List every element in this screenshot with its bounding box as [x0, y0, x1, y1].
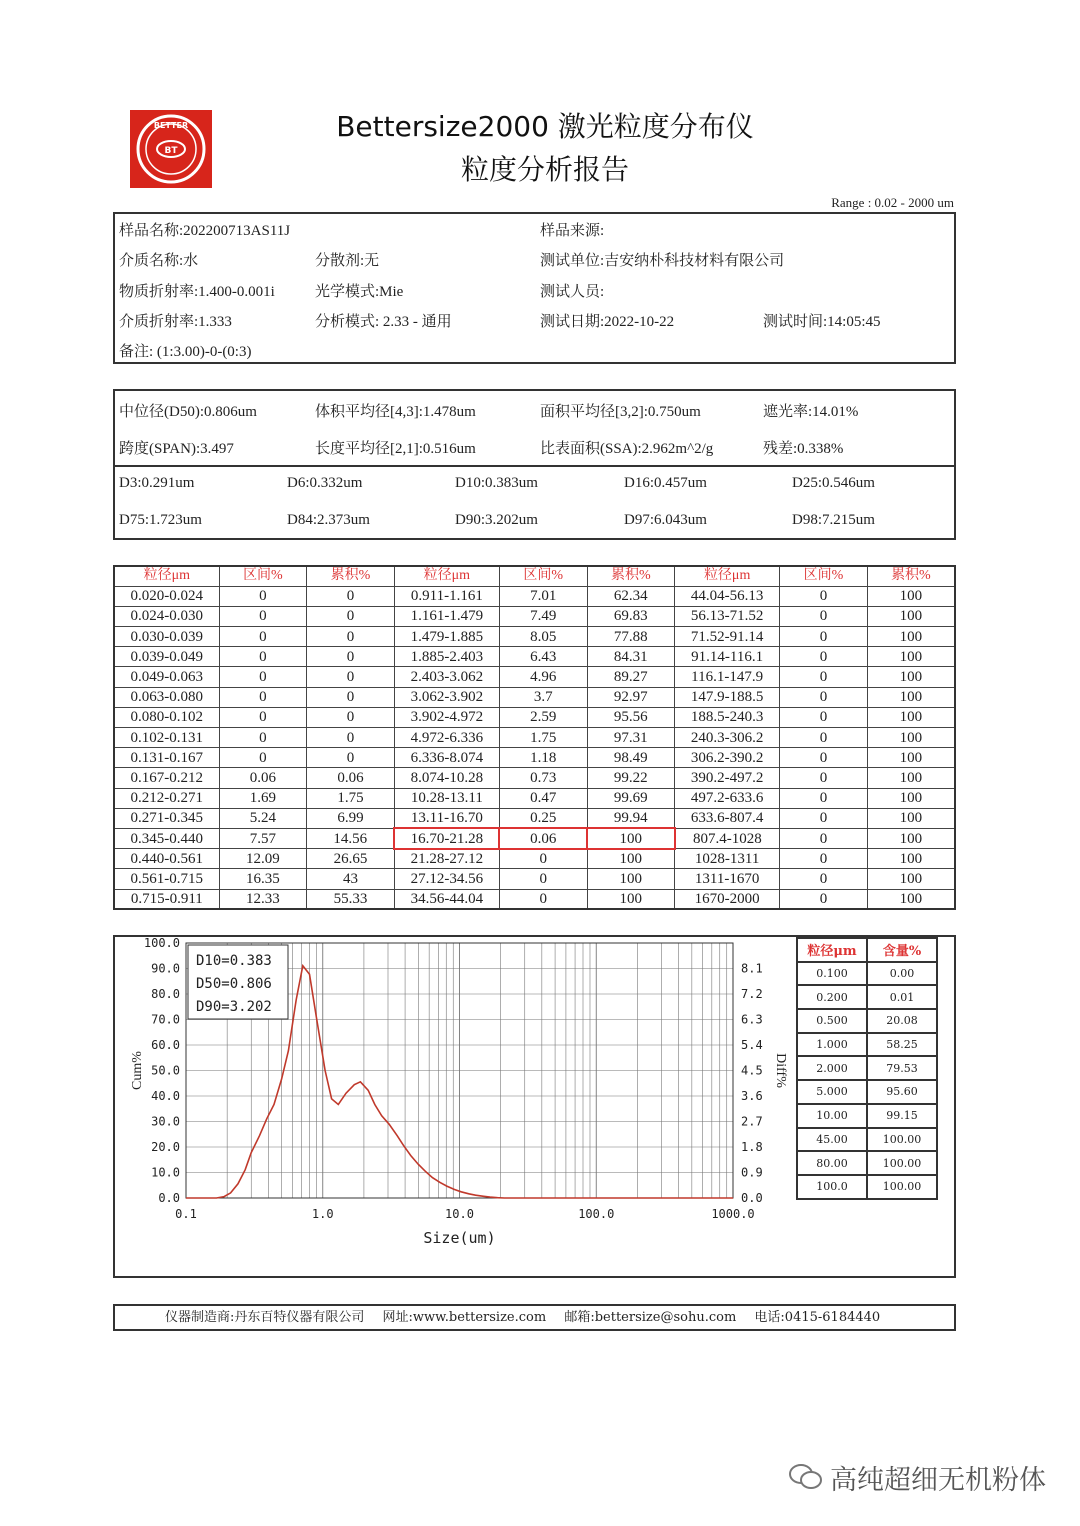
- table-cell: 0: [219, 647, 307, 667]
- x-axis-label: Size(um): [423, 1229, 496, 1247]
- table-row: [114, 728, 955, 748]
- table-cell: 0.06: [499, 828, 587, 848]
- table-cell: 0.715-0.911: [114, 889, 219, 909]
- y-left-tick-label: 20.0: [151, 1140, 180, 1154]
- table-cell: 99.15: [867, 1104, 937, 1128]
- table-row: [797, 1080, 937, 1104]
- table-cell: 2.403-3.062: [394, 667, 499, 687]
- table-cell: 0: [780, 606, 868, 626]
- medium-name: 介质名称:水: [119, 253, 199, 269]
- medium-refractive-index: 介质折射率:1.333: [119, 314, 232, 330]
- table-cell: 0: [307, 707, 395, 727]
- table-cell: 0.131-0.167: [114, 748, 219, 768]
- table-cell: 12.33: [219, 889, 307, 909]
- table-cell: 80.00: [797, 1151, 867, 1175]
- table-cell: 0.039-0.049: [114, 647, 219, 667]
- table-row: [797, 1151, 937, 1175]
- table-cell: 10.28-13.11: [394, 788, 499, 808]
- table-cell: 100: [587, 849, 675, 869]
- table-cell: 100: [867, 728, 955, 748]
- table-cell: 100: [587, 889, 675, 909]
- table-cell: 100: [867, 889, 955, 909]
- test-time: 测试时间:14:05:45: [763, 314, 881, 330]
- table-cell: 20.08: [867, 1009, 937, 1033]
- table-cell: 1.885-2.403: [394, 647, 499, 667]
- d-value: D90:3.202um: [455, 512, 538, 528]
- table-cell: 0.100: [797, 962, 867, 986]
- table-cell: 0.063-0.080: [114, 687, 219, 707]
- table-cell: 306.2-390.2: [675, 748, 780, 768]
- table-cell: 0: [780, 728, 868, 748]
- test-date: 测试日期:2022-10-22: [540, 314, 675, 330]
- table-cell: 0.030-0.039: [114, 627, 219, 647]
- column-header: 累积%: [867, 566, 955, 586]
- table-cell: 14.56: [307, 828, 395, 848]
- table-cell: 0.500: [797, 1009, 867, 1033]
- table-cell: 98.49: [587, 748, 675, 768]
- table-cell: 56.13-71.52: [675, 606, 780, 626]
- d-value: D75:1.723um: [119, 512, 202, 528]
- y-right-tick-label: 3.6: [741, 1089, 763, 1103]
- table-cell: 1.479-1.885: [394, 627, 499, 647]
- table-cell: 0.167-0.212: [114, 768, 219, 788]
- column-header: 区间%: [780, 566, 868, 586]
- table-cell: 1.75: [307, 788, 395, 808]
- y-right-tick-label: 6.3: [741, 1012, 763, 1027]
- table-cell: 100: [587, 869, 675, 889]
- table-cell: 7.57: [219, 828, 307, 848]
- tester: 测试人员:: [540, 284, 605, 300]
- table-cell: 0.561-0.715: [114, 869, 219, 889]
- y-left-axis-label: Cum%: [130, 1051, 145, 1090]
- table-cell: 91.14-116.1: [675, 647, 780, 667]
- analysis-mode: 分析模式: 2.33 - 通用: [315, 314, 452, 330]
- table-cell: 99.69: [587, 788, 675, 808]
- table-cell: 0.47: [499, 788, 587, 808]
- table-row: [114, 627, 955, 647]
- table-cell: 0.271-0.345: [114, 808, 219, 828]
- phone: 电话:0415-6184440: [754, 1310, 881, 1325]
- table-cell: 147.9-188.5: [675, 687, 780, 707]
- table-cell: 0: [307, 728, 395, 748]
- wechat-icon: [788, 1462, 824, 1492]
- column-header: 累积%: [587, 566, 675, 586]
- x-tick-label: 0.1: [175, 1207, 197, 1221]
- table-cell: 0: [219, 606, 307, 626]
- table-cell: 0: [780, 788, 868, 808]
- table-cell: 100: [867, 667, 955, 687]
- footer: [113, 1304, 956, 1331]
- table-cell: 16.70-21.28: [394, 828, 499, 848]
- table-cell: 16.35: [219, 869, 307, 889]
- table-cell: 27.12-34.56: [394, 869, 499, 889]
- table-row: [797, 1104, 937, 1128]
- table-cell: 10.00: [797, 1104, 867, 1128]
- annotation-text: D50=0.806: [196, 976, 272, 992]
- obscuration: 遮光率:14.01%: [763, 404, 859, 420]
- report-subtitle: 粒度分析报告: [460, 153, 629, 186]
- y-left-tick-label: 40.0: [151, 1089, 180, 1103]
- y-right-axis-label: Diff%: [773, 1053, 788, 1088]
- table-cell: 100: [867, 788, 955, 808]
- table-cell: 84.31: [587, 647, 675, 667]
- table-cell: 2.59: [499, 707, 587, 727]
- table-row: [114, 707, 955, 727]
- column-header: 累积%: [307, 566, 395, 586]
- table-cell: 0.06: [219, 768, 307, 788]
- table-cell: 0: [219, 627, 307, 647]
- table-cell: 100: [867, 627, 955, 647]
- table-cell: 0.049-0.063: [114, 667, 219, 687]
- table-cell: 0.024-0.030: [114, 606, 219, 626]
- table-cell: 0.345-0.440: [114, 828, 219, 848]
- table-cell: 12.09: [219, 849, 307, 869]
- table-cell: 99.22: [587, 768, 675, 788]
- y-right-tick-label: 0.9: [741, 1165, 763, 1180]
- size-distribution-chart: [113, 935, 803, 1278]
- table-header-row: [797, 938, 937, 962]
- annotation-text: D90=3.202: [196, 999, 272, 1015]
- sample-source: 样品来源:: [540, 223, 605, 239]
- d-value: D25:0.546um: [792, 475, 875, 491]
- table-cell: 807.4-1028: [675, 828, 780, 848]
- table-row: [114, 647, 955, 667]
- table-cell: 100: [867, 849, 955, 869]
- table-row: [797, 1033, 937, 1057]
- table-cell: 7.01: [499, 586, 587, 606]
- column-header: 区间%: [219, 566, 307, 586]
- table-cell: 2.000: [797, 1056, 867, 1080]
- table-cell: 0.020-0.024: [114, 586, 219, 606]
- volume-mean: 体积平均径[4,3]:1.478um: [315, 404, 476, 420]
- table-cell: 0: [307, 687, 395, 707]
- x-tick-label: 10.0: [445, 1207, 474, 1221]
- d-value: D10:0.383um: [455, 475, 538, 491]
- manufacturer: 仪器制造商:丹东百特仪器有限公司: [165, 1310, 365, 1325]
- annotation-text: D10=0.383: [196, 953, 272, 969]
- table-cell: 0: [780, 808, 868, 828]
- table-cell: 0: [780, 768, 868, 788]
- divider: [115, 465, 954, 467]
- table-cell: 1.75: [499, 728, 587, 748]
- y-right-tick-label: 0.0: [741, 1191, 763, 1205]
- table-cell: 4.96: [499, 667, 587, 687]
- table-cell: 100: [867, 748, 955, 768]
- table-cell: 0: [307, 627, 395, 647]
- table-cell: 26.65: [307, 849, 395, 869]
- column-header: 粒径μm: [675, 566, 780, 586]
- table-cell: 0: [499, 849, 587, 869]
- sample-name: 样品名称:202200713AS11J: [119, 223, 291, 239]
- table-row: [114, 788, 955, 808]
- d-value: D98:7.215um: [792, 512, 875, 528]
- table-cell: 0.080-0.102: [114, 707, 219, 727]
- span-value: 跨度(SPAN):3.497: [119, 441, 234, 457]
- table-cell: 1.000: [797, 1033, 867, 1057]
- table-row: [797, 962, 937, 986]
- column-header: 粒径μm: [114, 566, 219, 586]
- x-tick-label: 1.0: [311, 1207, 334, 1221]
- table-cell: 100: [867, 606, 955, 626]
- table-cell: 0: [307, 667, 395, 687]
- table-cell: 116.1-147.9: [675, 667, 780, 687]
- table-cell: 100: [867, 828, 955, 848]
- table-header-row: [114, 566, 955, 586]
- table-cell: 0: [307, 748, 395, 768]
- d-value: D3:0.291um: [119, 475, 195, 491]
- table-row: [797, 985, 937, 1009]
- table-cell: 0: [780, 748, 868, 768]
- table-cell: 0: [219, 667, 307, 687]
- table-cell: 3.062-3.902: [394, 687, 499, 707]
- distribution-table: [113, 565, 956, 910]
- table-cell: 21.28-27.12: [394, 849, 499, 869]
- svg-text:BETTER: BETTER: [153, 121, 189, 130]
- area-mean: 面积平均径[3,2]:0.750um: [540, 404, 701, 420]
- table-cell: 3.7: [499, 687, 587, 707]
- table-cell: 0: [219, 687, 307, 707]
- length-mean: 长度平均径[2,1]:0.516um: [315, 441, 476, 457]
- watermark-text: 高纯超细无机粉体: [830, 1465, 1046, 1496]
- table-row: [114, 828, 955, 848]
- table-cell: 0: [780, 586, 868, 606]
- table-cell: 95.60: [867, 1080, 937, 1104]
- table-cell: 13.11-16.70: [394, 808, 499, 828]
- table-row: [114, 667, 955, 687]
- table-cell: 62.34: [587, 586, 675, 606]
- table-cell: 100: [867, 707, 955, 727]
- x-tick-label: 1000.0: [711, 1207, 755, 1221]
- table-cell: 0: [780, 869, 868, 889]
- table-cell: 1670-2000: [675, 889, 780, 909]
- table-cell: 0: [307, 586, 395, 606]
- report-title: Bettersize2000 激光粒度分布仪: [336, 110, 754, 143]
- table-cell: 0.102-0.131: [114, 728, 219, 748]
- d-value: D84:2.373um: [287, 512, 370, 528]
- table-row: [114, 768, 955, 788]
- table-row: [114, 586, 955, 606]
- table-cell: 1.161-1.479: [394, 606, 499, 626]
- table-cell: 6.43: [499, 647, 587, 667]
- table-cell: 0: [780, 889, 868, 909]
- table-cell: 77.88: [587, 627, 675, 647]
- table-cell: 1311-1670: [675, 869, 780, 889]
- table-row: [114, 606, 955, 626]
- y-right-tick-label: 8.1: [741, 961, 763, 976]
- table-cell: 240.3-306.2: [675, 728, 780, 748]
- table-cell: 0.440-0.561: [114, 849, 219, 869]
- y-right-tick-label: 7.2: [741, 987, 763, 1001]
- table-row: [797, 1056, 937, 1080]
- table-cell: 100.0: [797, 1175, 867, 1199]
- email: 邮箱:bettersize@sohu.com: [564, 1310, 737, 1325]
- table-row: [114, 748, 955, 768]
- table-cell: 100: [867, 808, 955, 828]
- table-cell: 7.49: [499, 606, 587, 626]
- table-cell: 58.25: [867, 1033, 937, 1057]
- table-cell: 5.24: [219, 808, 307, 828]
- material-refractive-index: 物质折射率:1.400-0.001i: [119, 284, 275, 300]
- table-cell: 55.33: [307, 889, 395, 909]
- table-cell: 0: [307, 647, 395, 667]
- table-cell: 0: [780, 687, 868, 707]
- table-cell: 0.25: [499, 808, 587, 828]
- d-value: D97:6.043um: [624, 512, 707, 528]
- table-cell: 100: [587, 828, 675, 848]
- y-left-tick-label: 50.0: [151, 1063, 180, 1078]
- table-cell: 0.212-0.271: [114, 788, 219, 808]
- table-cell: 100: [867, 768, 955, 788]
- table-cell: 45.00: [797, 1128, 867, 1152]
- table-cell: 8.074-10.28: [394, 768, 499, 788]
- table-cell: 89.27: [587, 667, 675, 687]
- y-right-tick-label: 5.4: [741, 1038, 763, 1052]
- table-cell: 0: [780, 707, 868, 727]
- residual: 残差:0.338%: [763, 441, 844, 457]
- table-cell: 0.911-1.161: [394, 586, 499, 606]
- table-cell: 633.6-807.4: [675, 808, 780, 828]
- column-header: 粒径μm: [394, 566, 499, 586]
- table-cell: 8.05: [499, 627, 587, 647]
- y-left-tick-label: 60.0: [151, 1038, 180, 1052]
- table-cell: 0: [499, 889, 587, 909]
- y-right-tick-label: 1.8: [741, 1140, 763, 1154]
- sample-info-box: [113, 212, 956, 364]
- y-left-tick-label: 30.0: [151, 1114, 180, 1129]
- table-cell: 34.56-44.04: [394, 889, 499, 909]
- y-right-tick-label: 2.7: [741, 1114, 763, 1129]
- d-value: D6:0.332um: [287, 475, 363, 491]
- table-cell: 4.972-6.336: [394, 728, 499, 748]
- website: 网址:www.bettersize.com: [382, 1310, 547, 1325]
- table-cell: 97.31: [587, 728, 675, 748]
- table-cell: 5.000: [797, 1080, 867, 1104]
- remark: 备注: (1:3.00)-0-(0:3): [119, 344, 252, 360]
- table-cell: 3.902-4.972: [394, 707, 499, 727]
- table-cell: 0: [780, 667, 868, 687]
- table-cell: 79.53: [867, 1056, 937, 1080]
- table-cell: 188.5-240.3: [675, 707, 780, 727]
- column-header: 含量%: [867, 938, 937, 962]
- table-cell: 100.00: [867, 1128, 937, 1152]
- table-cell: 0: [499, 869, 587, 889]
- table-cell: 71.52-91.14: [675, 627, 780, 647]
- table-cell: 100: [867, 647, 955, 667]
- table-row: [797, 1009, 937, 1033]
- table-cell: 0: [219, 748, 307, 768]
- table-cell: 43: [307, 869, 395, 889]
- table-cell: 0: [219, 728, 307, 748]
- table-cell: 6.336-8.074: [394, 748, 499, 768]
- table-cell: 100.00: [867, 1175, 937, 1199]
- table-cell: 390.2-497.2: [675, 768, 780, 788]
- table-cell: 100: [867, 687, 955, 707]
- table-row: [114, 869, 955, 889]
- table-cell: 1.69: [219, 788, 307, 808]
- table-cell: 0: [780, 647, 868, 667]
- table-cell: 1.18: [499, 748, 587, 768]
- optical-mode: 光学模式:Mie: [315, 284, 404, 300]
- y-left-tick-label: 90.0: [151, 961, 180, 976]
- table-cell: 0.00: [867, 962, 937, 986]
- d50-value: 中位径(D50):0.806um: [119, 404, 257, 420]
- table-cell: 6.99: [307, 808, 395, 828]
- table-row: [114, 808, 955, 828]
- table-cell: 0: [307, 606, 395, 626]
- y-left-tick-label: 0.0: [158, 1191, 180, 1205]
- measurement-range: Range : 0.02 - 2000 um: [831, 195, 954, 210]
- table-row: [114, 687, 955, 707]
- table-cell: 44.04-56.13: [675, 586, 780, 606]
- table-cell: 0: [780, 627, 868, 647]
- table-cell: 497.2-633.6: [675, 788, 780, 808]
- table-row: [114, 849, 955, 869]
- table-cell: 92.97: [587, 687, 675, 707]
- cumulative-table: [796, 937, 938, 1200]
- test-unit: 测试单位:吉安纳朴科技材料有限公司: [540, 253, 785, 269]
- column-header: 粒径μm: [797, 938, 867, 962]
- table-cell: 0.01: [867, 985, 937, 1009]
- table-cell: 0: [780, 849, 868, 869]
- y-right-tick-label: 4.5: [741, 1063, 763, 1078]
- svg-text:BT: BT: [164, 146, 178, 156]
- y-left-tick-label: 10.0: [151, 1165, 180, 1180]
- y-left-tick-label: 80.0: [151, 987, 180, 1001]
- table-cell: 69.83: [587, 606, 675, 626]
- x-tick-label: 100.0: [578, 1207, 615, 1221]
- table-cell: 0: [780, 828, 868, 848]
- specific-surface-area: 比表面积(SSA):2.962m^2/g: [540, 441, 714, 457]
- summary-box: [113, 389, 956, 540]
- d-value: D16:0.457um: [624, 475, 707, 491]
- column-header: 区间%: [499, 566, 587, 586]
- table-cell: 100.00: [867, 1151, 937, 1175]
- table-cell: 1028-1311: [675, 849, 780, 869]
- table-cell: 0: [219, 707, 307, 727]
- table-cell: 0.73: [499, 768, 587, 788]
- table-row: [797, 1175, 937, 1199]
- table-cell: 95.56: [587, 707, 675, 727]
- table-cell: 0.06: [307, 768, 395, 788]
- y-left-tick-label: 100.0: [143, 936, 180, 950]
- table-cell: 100: [867, 586, 955, 606]
- table-row: [797, 1128, 937, 1152]
- dispersant: 分散剂:无: [315, 253, 380, 269]
- table-cell: 0.200: [797, 985, 867, 1009]
- table-cell: 100: [867, 869, 955, 889]
- table-row: [114, 889, 955, 909]
- table-cell: 99.94: [587, 808, 675, 828]
- y-left-tick-label: 70.0: [151, 1012, 180, 1027]
- table-cell: 0: [219, 586, 307, 606]
